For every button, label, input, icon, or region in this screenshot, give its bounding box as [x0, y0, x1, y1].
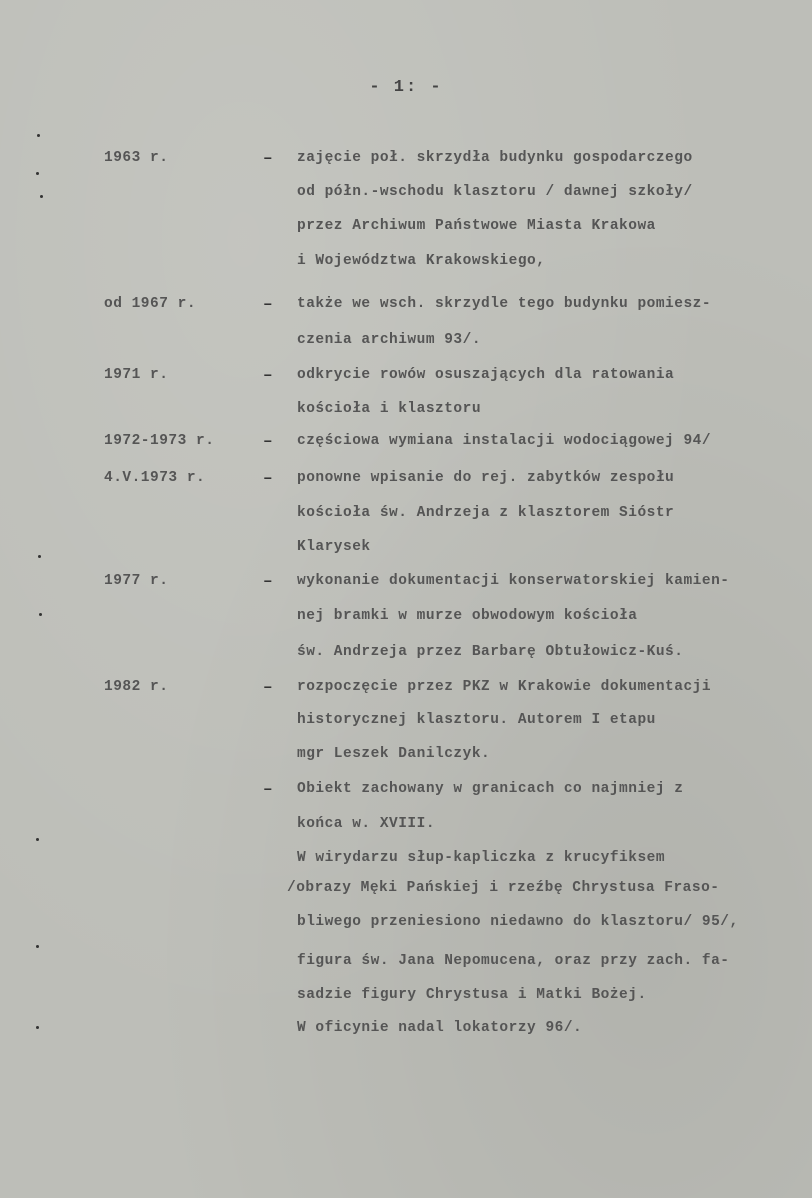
entry-dash: – [263, 780, 273, 798]
entry-text-line: /obrazy Męki Pańskiej i rzeźbę Chrystusa Fraso- [287, 880, 720, 896]
entry-date: 1977 r. [104, 573, 169, 589]
entry-text-line: nej bramki w murze obwodowym kościoła [297, 608, 638, 624]
entry-date: 1982 r. [104, 679, 169, 695]
entry-text-line: historycznej klasztoru. Autorem I etapu [297, 712, 656, 728]
entry-dash: – [263, 149, 273, 167]
entry-text-line: przez Archiwum Państwowe Miasta Krakowa [297, 218, 656, 234]
entry-text-line: W wirydarzu słup-kapliczka z krucyfiksem [297, 850, 666, 866]
entry-dash: – [263, 295, 273, 313]
entry-text-line: odkrycie rowów osuszających dla ratowania [297, 367, 675, 383]
entry-date: 1971 r. [104, 367, 169, 383]
margin-speck [40, 195, 43, 198]
entry-date: od 1967 r. [104, 296, 197, 312]
entry-text-line: kościoła i klasztoru [297, 401, 482, 417]
entry-text-line: sadzie figury Chrystusa i Matki Bożej. [297, 987, 647, 1003]
entry-text-line: czenia archiwum 93/. [297, 332, 482, 348]
margin-speck [38, 555, 41, 558]
entry-date: 4.V.1973 r. [104, 470, 206, 486]
entry-text-line: W oficynie nadal lokatorzy 96/. [297, 1020, 583, 1036]
entry-dash: – [263, 469, 273, 487]
margin-speck [37, 134, 40, 137]
entry-text-line: rozpoczęcie przez PKZ w Krakowie dokumentacji [297, 679, 712, 695]
entry-text-line: Obiekt zachowany w granicach co najmniej z [297, 781, 684, 797]
entry-dash: – [263, 366, 273, 384]
entry-text-line: bliwego przeniesiono niedawno do klasztoru/ 95/, [297, 914, 739, 930]
entry-text-line: także we wsch. skrzydle tego budynku pomiesz- [297, 296, 712, 312]
entry-dash: – [263, 572, 273, 590]
entry-text-line: zajęcie poł. skrzydła budynku gospodarczego [297, 150, 693, 166]
margin-speck [39, 613, 42, 616]
entry-text-line: od półn.-wschodu klasztoru / dawnej szkoły/ [297, 184, 693, 200]
entry-text-line: Klarysek [297, 539, 371, 555]
entry-date: 1972-1973 r. [104, 433, 215, 449]
margin-speck [36, 1026, 39, 1029]
page-number: - 1: - [369, 78, 443, 97]
entry-date: 1963 r. [104, 150, 169, 166]
entry-text-line: kościoła św. Andrzeja z klasztorem Sióstr [297, 505, 675, 521]
entry-dash: – [263, 432, 273, 450]
entry-text-line: ponowne wpisanie do rej. zabytków zespołu [297, 470, 675, 486]
margin-speck [36, 838, 39, 841]
entry-dash: – [263, 678, 273, 696]
entry-text-line: figura św. Jana Nepomucena, oraz przy zach. fa- [297, 953, 730, 969]
entry-text-line: częściowa wymiana instalacji wodociągowej 94/ [297, 433, 712, 449]
margin-speck [36, 172, 39, 175]
entry-text-line: mgr Leszek Danilczyk. [297, 746, 491, 762]
entry-text-line: i Województwa Krakowskiego, [297, 253, 546, 269]
entry-text-line: wykonanie dokumentacji konserwatorskiej kamien- [297, 573, 730, 589]
entry-text-line: św. Andrzeja przez Barbarę Obtułowicz-Kuś. [297, 644, 684, 660]
margin-speck [36, 945, 39, 948]
entry-text-line: końca w. XVIII. [297, 816, 436, 832]
